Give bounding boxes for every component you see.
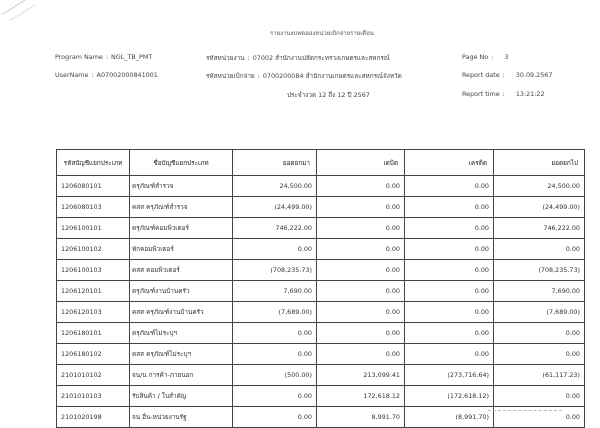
debit-cell: 172,618.12 <box>317 386 405 407</box>
account-name-cell: ครุภัณฑ์คอมพิวเตอร์ <box>130 218 233 239</box>
table-row <box>57 260 585 281</box>
table-row <box>57 344 585 365</box>
scan-artifact-line <box>488 410 562 412</box>
account-name-cell: คสส ครุภัณฑ์งานบ้านครัว <box>130 302 233 323</box>
debit-cell: 0.00 <box>317 239 405 260</box>
credit-cell: 0.00 <box>405 176 494 197</box>
account-code-cell: 2101020198 <box>57 407 130 428</box>
brought-forward-cell: (24,499.00) <box>233 197 317 218</box>
carried-forward-cell: 0.00 <box>494 239 585 260</box>
brought-forward-cell: 24,500.00 <box>233 176 317 197</box>
credit-cell: 0.00 <box>405 260 494 281</box>
account-name-cell: ครุภัณฑ์ไม่ระบุฯ <box>130 323 233 344</box>
agency-code-line: รหัสหน่วยงาน : 07002 สำนักงานปลัดกระทรวงเกษตรและสหกรณ์ <box>206 54 390 62</box>
credit-cell: (8,991.70) <box>405 407 494 428</box>
account-code-cell: 1206120101 <box>57 281 130 302</box>
carried-forward-cell: (7,689.00) <box>494 302 585 323</box>
brought-forward-cell: (500.00) <box>233 365 317 386</box>
table-row <box>57 323 585 344</box>
debit-cell: 0.00 <box>317 344 405 365</box>
page-no-label: Page No <box>462 53 489 61</box>
carried-forward-cell: 7,690.00 <box>494 281 585 302</box>
debit-cell: 0.00 <box>317 281 405 302</box>
carried-forward-cell: (61,117.23) <box>494 365 585 386</box>
account-code-cell: 1206100102 <box>57 239 130 260</box>
account-code-cell: 1206180101 <box>57 323 130 344</box>
table-row <box>57 386 585 407</box>
report-date-label: Report date <box>462 71 500 79</box>
agency-code-label: รหัสหน่วยงาน <box>206 54 245 62</box>
account-name-cell: รับสินค้า / ใบสำคัญ <box>130 386 233 407</box>
disbursement-unit-value: 0700200084 สำนักงานเกษตรและสหกรณ์จังหวัด <box>262 72 402 80</box>
table-row <box>57 197 585 218</box>
brought-forward-cell: 0.00 <box>233 344 317 365</box>
trial-balance-table <box>56 149 585 428</box>
brought-forward-cell: 746,222.00 <box>233 218 317 239</box>
credit-cell: 0.00 <box>405 197 494 218</box>
program-name-label: Program Name <box>55 53 103 61</box>
carried-forward-cell: 0.00 <box>494 323 585 344</box>
report-date-line: Report date : 30.09.2567 <box>462 71 553 79</box>
brought-forward-cell: 0.00 <box>233 323 317 344</box>
agency-code-value: 07002 สำนักงานปลัดกระทรวงเกษตรและสหกรณ์ <box>252 54 390 62</box>
credit-cell: (273,716.64) <box>405 365 494 386</box>
account-name-cell: ครุภัณฑ์สำรวจ <box>130 176 233 197</box>
report-time-line: Report time : 13:21:22 <box>462 90 545 98</box>
account-name-cell: คสส คอมพิวเตอร์ <box>130 260 233 281</box>
column-header-account-code: รหัสบัญชีแยกประเภท <box>57 150 130 176</box>
account-code-cell: 1206100101 <box>57 218 130 239</box>
table-row <box>57 239 585 260</box>
username-value: A07002000841001 <box>96 71 158 79</box>
debit-cell: 0.00 <box>317 302 405 323</box>
account-name-cell: จน อื่น-หน่วยงานรัฐ <box>130 407 233 428</box>
table-row <box>57 218 585 239</box>
report-date-value: 30.09.2567 <box>515 71 553 79</box>
credit-cell: 0.00 <box>405 218 494 239</box>
debit-cell: 0.00 <box>317 218 405 239</box>
column-header-account-name: ชื่อบัญชีแยกประเภท <box>130 150 233 176</box>
credit-cell: 0.00 <box>405 239 494 260</box>
account-name-cell: ครุภัณฑ์งานบ้านครัว <box>130 281 233 302</box>
brought-forward-cell: 0.00 <box>233 407 317 428</box>
account-code-cell: 1206080103 <box>57 197 130 218</box>
period-text: ประจำงวด 12 ถึง 12 ปี 2567 <box>287 91 370 99</box>
account-code-cell: 2101010102 <box>57 365 130 386</box>
table-row <box>57 365 585 386</box>
page-no-value: 3 <box>504 53 509 61</box>
credit-cell: 0.00 <box>405 302 494 323</box>
credit-cell: 0.00 <box>405 344 494 365</box>
account-name-cell: คสส ครุภัณฑ์ไม่ระบุฯ <box>130 344 233 365</box>
credit-cell: (172,618.12) <box>405 386 494 407</box>
carried-forward-cell: 746,222.00 <box>494 218 585 239</box>
debit-cell: 0.00 <box>317 176 405 197</box>
account-name-cell: จน/น การค้า-ภายนอก <box>130 365 233 386</box>
carried-forward-cell: 0.00 <box>494 386 585 407</box>
debit-cell: 0.00 <box>317 197 405 218</box>
program-name-value: NGL_TB_PMT <box>111 53 153 61</box>
debit-cell: 8,991.70 <box>317 407 405 428</box>
account-code-cell: 1206100103 <box>57 260 130 281</box>
table-header-row <box>57 150 585 176</box>
brought-forward-cell: 0.00 <box>233 386 317 407</box>
brought-forward-cell: 0.00 <box>233 239 317 260</box>
username-label: UserName <box>55 71 89 79</box>
carried-forward-cell: 24,500.00 <box>494 176 585 197</box>
column-header-brought-forward: ยอดยกมา <box>233 150 317 176</box>
report-time-label: Report time <box>462 90 500 98</box>
username-line: UserName : A07002000841001 <box>55 71 158 79</box>
account-code-cell: 1206080101 <box>57 176 130 197</box>
table-row <box>57 281 585 302</box>
brought-forward-cell: 7,690.00 <box>233 281 317 302</box>
account-code-cell: 2101010103 <box>57 386 130 407</box>
debit-cell: 213,099.41 <box>317 365 405 386</box>
credit-cell: 0.00 <box>405 323 494 344</box>
account-code-cell: 1206120103 <box>57 302 130 323</box>
report-title: รายงานงบทดลองหน่วยเบิกจ่ายรายเดือน <box>270 30 374 37</box>
carried-forward-cell: (24,499.00) <box>494 197 585 218</box>
program-name-line: Program Name : NGL_TB_PMT <box>55 53 153 61</box>
table-row <box>57 302 585 323</box>
report-time-value: 13:21:22 <box>515 90 545 98</box>
column-header-carried-forward: ยอดยกไป <box>494 150 585 176</box>
account-name-cell: คสส ครุภัณฑ์สำรวจ <box>130 197 233 218</box>
account-name-cell: พักคอมพิวเตอร์ <box>130 239 233 260</box>
debit-cell: 0.00 <box>317 260 405 281</box>
account-code-cell: 1206180102 <box>57 344 130 365</box>
table-row <box>57 176 585 197</box>
disbursement-unit-line: รหัสหน่วยเบิกจ่าย : 0700200084 สำนักงานเกษตรและสหกรณ์จังหวัด <box>206 72 402 80</box>
table-body <box>57 176 585 428</box>
column-header-credit: เครดิต <box>405 150 494 176</box>
carried-forward-cell: (708,235.73) <box>494 260 585 281</box>
debit-cell: 0.00 <box>317 323 405 344</box>
carried-forward-cell: 0.00 <box>494 344 585 365</box>
page-no-line: Page No : 3 <box>462 53 509 61</box>
brought-forward-cell: (7,689.00) <box>233 302 317 323</box>
column-header-debit: เดบิต <box>317 150 405 176</box>
credit-cell: 0.00 <box>405 281 494 302</box>
disbursement-unit-label: รหัสหน่วยเบิกจ่าย <box>206 72 255 80</box>
carried-forward-cell: 0.00 <box>494 407 585 428</box>
brought-forward-cell: (708,235.73) <box>233 260 317 281</box>
